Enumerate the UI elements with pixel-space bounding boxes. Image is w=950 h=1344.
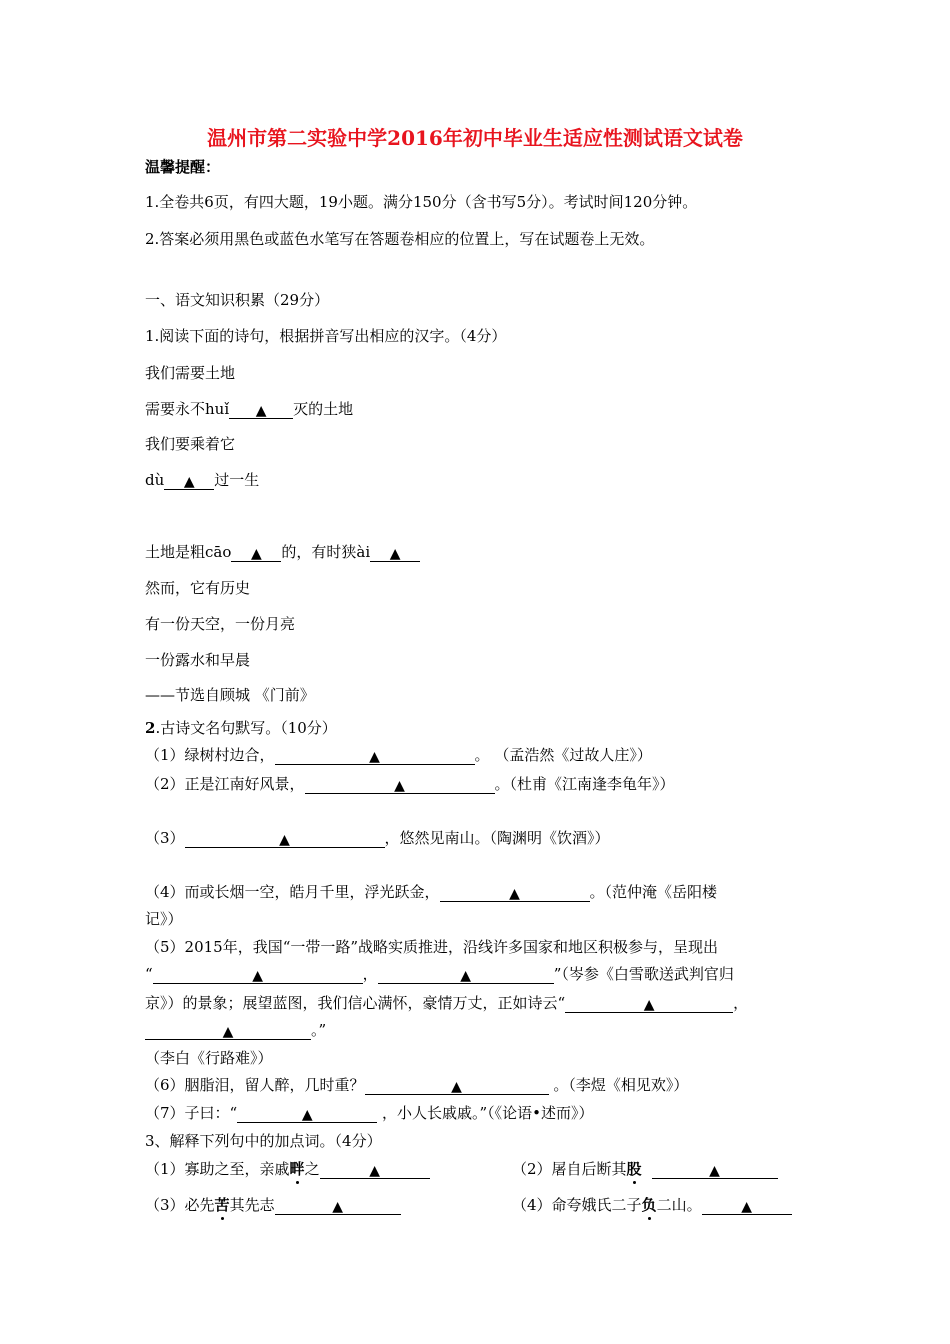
q2-prompt <box>145 719 337 737</box>
item-text: （3）必先 <box>145 1196 215 1214</box>
blank-triangle-icon: ▲ <box>250 546 262 562</box>
answer-blank[interactable] <box>237 1106 377 1123</box>
item-text: ， <box>733 994 749 1012</box>
item-text: ”（岑参《白雪歌送武判官归 <box>553 965 734 983</box>
answer-blank[interactable] <box>275 1198 401 1215</box>
q3-item-1 <box>145 1160 430 1178</box>
blank-triangle-icon: ▲ <box>389 546 401 562</box>
item-text: 。（李煜《相见欢》） <box>548 1076 689 1094</box>
item-text: （6）胭脂泪，留人醉，几时重？ <box>145 1076 365 1094</box>
answer-blank[interactable] <box>370 545 420 562</box>
item-text: ， <box>362 965 378 983</box>
blank-triangle-icon: ▲ <box>709 1163 720 1179</box>
q2-item-2 <box>145 775 675 793</box>
blank-triangle-icon: ▲ <box>183 474 195 490</box>
poem-line-2 <box>145 400 353 418</box>
q2-item-5-line-1: （5）2015年，我国“一带一路”战略实质推进，沿线许多国家和地区积极参与，呈现出 <box>145 938 719 956</box>
q3-item-2 <box>512 1160 778 1178</box>
blank-triangle-icon: ▲ <box>369 1163 380 1179</box>
exam-title: 温州市第二实验中学2016年初中毕业生适应性测试语文试卷 <box>207 126 743 150</box>
blank-triangle-icon: ▲ <box>451 1079 462 1095</box>
poem-text: 的，有时狭ài <box>281 543 371 561</box>
q3-item-4 <box>512 1196 792 1214</box>
poem-line-7: 有一份天空，一份月亮 <box>145 615 296 633</box>
poem-source: ——节选自顾城 《门前》 <box>145 686 315 704</box>
item-text: 二山。 <box>656 1196 702 1214</box>
item-text: ，悠然见南山。（陶渊明《饮酒》） <box>384 829 610 847</box>
blank-triangle-icon: ▲ <box>332 1199 343 1215</box>
item-text: 。（范仲淹《岳阳楼 <box>589 883 718 901</box>
blank-triangle-icon: ▲ <box>301 1107 313 1123</box>
poem-line-5 <box>145 543 420 561</box>
answer-blank[interactable] <box>164 473 214 490</box>
answer-blank[interactable] <box>378 967 554 984</box>
q2-item-3 <box>145 829 610 847</box>
blank-triangle-icon: ▲ <box>279 832 290 848</box>
answer-blank[interactable] <box>702 1198 792 1215</box>
blank-triangle-icon: ▲ <box>222 1024 234 1040</box>
section1-heading: 一、语文知识积累（29分） <box>145 291 330 309</box>
answer-blank[interactable] <box>305 777 495 794</box>
item-text: （2）正是江南好风景， <box>145 775 305 793</box>
q3-item-3 <box>145 1196 401 1214</box>
poem-text: 土地是粗cāo <box>145 543 232 561</box>
blank-triangle-icon: ▲ <box>509 886 520 902</box>
item-text: （1）寡助之至，亲戚 <box>145 1160 290 1178</box>
answer-blank[interactable] <box>320 1162 430 1179</box>
blank-triangle-icon: ▲ <box>394 778 405 794</box>
q1-prompt: 1.阅读下面的诗句，根据拼音写出相应的汉字。（4分） <box>145 327 507 345</box>
q2-item-6 <box>145 1076 688 1094</box>
item-text: （4）而或长烟一空，皓月千里，浮光跃金， <box>145 883 440 901</box>
item-text: 其先志 <box>229 1196 275 1214</box>
poem-text: 灭的土地 <box>293 400 354 418</box>
q2-item-5-source: （李白《行路难》） <box>145 1049 273 1067</box>
poem-line-8: 一份露水和早晨 <box>145 651 251 669</box>
answer-blank[interactable] <box>231 545 281 562</box>
item-text: 。” <box>311 1021 327 1039</box>
poem-text: 过一生 <box>214 471 260 489</box>
answer-blank[interactable] <box>145 1023 311 1040</box>
q2-item-5-line-4 <box>145 1021 326 1039</box>
blank-triangle-icon: ▲ <box>252 968 264 984</box>
q2-item-1 <box>145 746 652 764</box>
item-text: 之 <box>304 1160 320 1178</box>
q2-text: .古诗文名句默写。（10分） <box>155 719 337 737</box>
item-text: （7）子曰：“ <box>145 1104 238 1122</box>
item-text: 。 （孟浩然《过故人庄》） <box>474 746 652 764</box>
answer-blank[interactable] <box>185 831 385 848</box>
poem-line-1: 我们需要土地 <box>145 364 236 382</box>
notice-item-1: 1.全卷共6页，有四大题，19小题。满分150分（含书写5分）。考试时间120分钟。 <box>145 193 698 211</box>
answer-blank[interactable] <box>565 996 733 1013</box>
poem-line-6: 然而，它有历史 <box>145 579 251 597</box>
answer-blank[interactable] <box>153 967 363 984</box>
q2-number: 2 <box>145 719 156 737</box>
q2-item-7 <box>145 1104 594 1122</box>
notice-heading: 温馨提醒： <box>145 158 221 176</box>
q2-item-5-line-3 <box>145 994 748 1012</box>
q2-item-4-cont: 记》） <box>145 910 183 928</box>
item-text: 京》）的景象；展望蓝图，我们信心满怀，豪情万丈，正如诗云“ <box>145 994 566 1012</box>
poem-text: 需要永不huǐ <box>145 400 230 418</box>
q2-item-4 <box>145 883 717 901</box>
item-text: ，小人长戚戚。”（《论语•述而》） <box>377 1104 594 1122</box>
dotted-word: 负 <box>641 1196 657 1214</box>
answer-blank[interactable] <box>365 1078 549 1095</box>
poem-line-4 <box>145 471 259 489</box>
blank-triangle-icon: ▲ <box>741 1199 752 1215</box>
item-text: （1）绿树村边合， <box>145 746 275 764</box>
blank-triangle-icon: ▲ <box>255 403 267 419</box>
poem-text: dù <box>145 471 165 489</box>
q2-item-5-line-2 <box>145 965 734 983</box>
blank-triangle-icon: ▲ <box>643 997 655 1013</box>
dotted-word: 畔 <box>289 1160 305 1178</box>
answer-blank[interactable] <box>652 1162 778 1179</box>
blank-triangle-icon: ▲ <box>369 749 380 765</box>
item-text: （3） <box>145 829 185 847</box>
item-text: （2）屠自后断其 <box>512 1160 627 1178</box>
poem-line-3: 我们要乘着它 <box>145 435 236 453</box>
q3-prompt: 3、解释下列句中的加点词。（4分） <box>145 1132 382 1150</box>
item-text: “ <box>145 965 153 983</box>
notice-item-2: 2.答案必须用黑色或蓝色水笔写在答题卷相应的位置上，写在试题卷上无效。 <box>145 230 655 248</box>
dotted-word: 苦 <box>214 1196 230 1214</box>
dotted-word: 股 <box>626 1160 642 1178</box>
item-text: （4）命夸娥氏二子 <box>512 1196 642 1214</box>
blank-triangle-icon: ▲ <box>460 968 472 984</box>
item-text: 。（杜甫《江南逢李龟年》） <box>494 775 675 793</box>
answer-blank[interactable] <box>275 748 475 765</box>
answer-blank[interactable] <box>229 402 293 419</box>
answer-blank[interactable] <box>440 885 590 902</box>
